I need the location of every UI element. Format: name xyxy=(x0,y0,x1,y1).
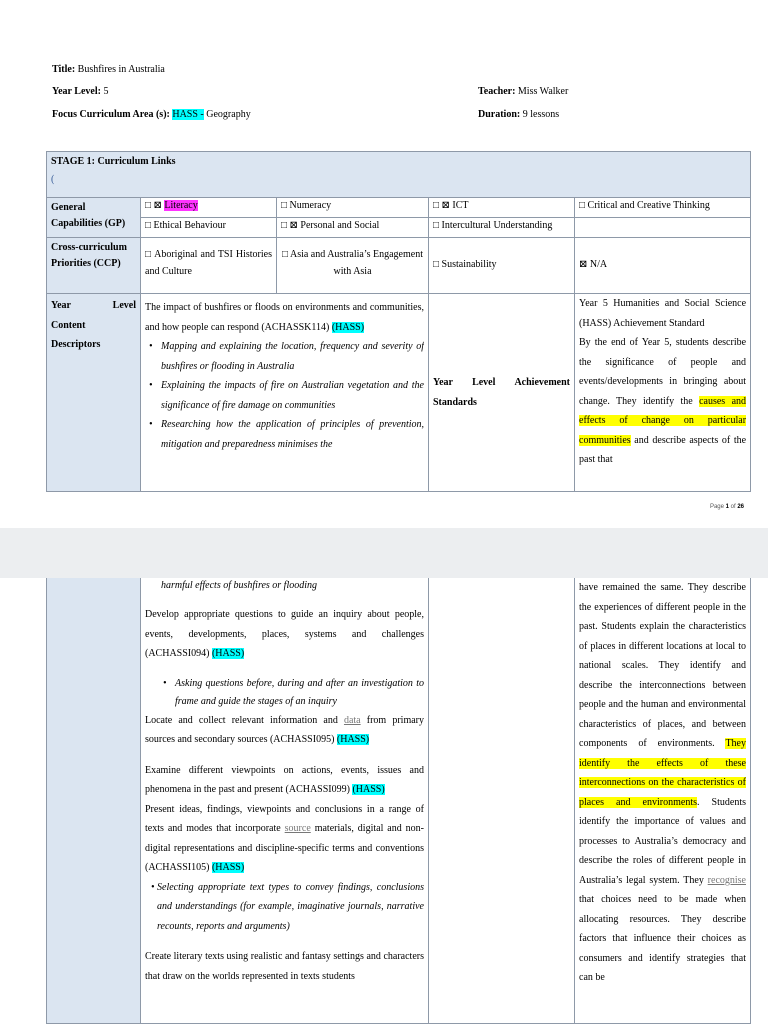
duration-label: Duration: xyxy=(478,109,521,120)
yla-label-continued xyxy=(429,578,575,1024)
page-gap xyxy=(0,528,768,578)
ylcd-bullet: • Researching how the application of principles of prevention, mitigation and preparedness minimises the xyxy=(145,415,424,454)
literary-texts-text: Create literary texts using realistic and fantasy settings and characters that draw on the worlds represented in texts students xyxy=(145,951,424,982)
teacher-label: Teacher: xyxy=(478,86,516,97)
ylcd-hass-tag: (HASS) xyxy=(331,321,365,333)
year-level-label: Year Level: xyxy=(52,86,101,97)
yla-content-continued: have remained the same. They describe the experiences of different people in the past. Students explain the characteristics of places in different locations at local to national scales. They identify and describe the interconnections between people and the human and environmental characteristics of places, and between components of environments. They identify the effects of these interconnections on the characteristics of places and environments. Students identify the importance of values and processes to Australia’s democracy and describe the roles of different people in Australia’s legal system. They recognise that choices need to be made when allocating resources. They describe factors that influence their choices as consumers and identify strategies that can be xyxy=(575,578,751,1024)
hass-tag: (HASS) xyxy=(336,734,370,745)
locate-collect-text: Locate and collect relevant information and data from primary sources and secondary sources (ACHASSI095) (HASS) xyxy=(145,714,424,745)
yla-highlight-continued: They identify the effects of these interconnections on the characteristics of places and environments xyxy=(579,738,746,808)
focus-area-line xyxy=(52,109,251,122)
ccp-sustainability: □ Sustainability xyxy=(429,238,575,294)
present-ideas-text: Present ideas, findings, viewpoints and conclusions in a range of texts and modes that incorporate source materials, digital and non-digital representations and discipline-specific terms and conventions (ACHASSI105) (HASS) xyxy=(145,803,424,873)
recognise-link[interactable]: recognise xyxy=(707,874,746,886)
gc-intercultural: □ Intercultural Understanding xyxy=(429,218,575,238)
hass-tag: (HASS) xyxy=(211,862,245,873)
hass-tag: (HASS) xyxy=(352,784,385,795)
examine-viewpoints-text: Examine different viewpoints on actions, events, issues and phenomena in the past and present (ACHASSI099) (HASS) xyxy=(145,764,424,795)
gc-numeracy: □ Numeracy xyxy=(277,198,429,218)
page-number: Page 1 of 26 xyxy=(709,504,744,510)
title-line xyxy=(52,64,165,77)
questions-bullet-list xyxy=(145,675,424,711)
gc-personal-social: □ ⊠ Personal and Social xyxy=(277,218,429,238)
ylcd-intro: The impact of bushfires or floods on environments and communities, and how people can respond (ACHASSK114) (HASS) xyxy=(145,302,424,333)
gc-ict: □ ⊠ ICT xyxy=(429,198,575,218)
ccp-na: ⊠ N/A xyxy=(575,238,751,294)
title-label: Title: xyxy=(52,64,76,75)
ylcd-label: Year Level Content Descriptors xyxy=(47,294,141,492)
yla-standard-title: Year 5 Humanities and Social Science (HASS) Achievement Standard xyxy=(579,298,747,329)
duration-line xyxy=(478,109,559,122)
ylcd-content xyxy=(141,294,429,492)
ccp-label: Cross-curriculum Priorities (CCP) xyxy=(47,238,141,294)
yla-standard-text: By the end of Year 5, students describe the significance of people and events/developments in bringing about change. They identify the causes and effects of change on particular communities and describe aspects of the past that xyxy=(579,337,747,465)
gc-literacy: □ ⊠ Literacy xyxy=(141,198,277,218)
hass-tag: (HASS) xyxy=(211,648,245,659)
duration-value: 9 lessons xyxy=(522,109,560,120)
focus-hass-highlight: HASS - xyxy=(172,109,204,120)
curriculum-links-table xyxy=(46,151,751,492)
stage-title: STAGE 1: Curriculum Links xyxy=(51,156,176,167)
stage-paren: ( xyxy=(51,173,55,185)
gc-ethical: □ Ethical Behaviour xyxy=(141,218,277,238)
ylcd-content-continued xyxy=(141,578,429,1024)
year-level-value: 5 xyxy=(103,86,109,97)
literacy-highlight: Literacy xyxy=(164,200,198,211)
focus-area-value: Geography xyxy=(203,109,251,120)
teacher-line xyxy=(478,86,568,99)
questions-bullet: • Asking questions before, during and after an investigation to frame and guide the stages of an inquiry xyxy=(159,675,424,711)
yla-label: Year Level Achievement Standards xyxy=(429,294,575,492)
yla-content xyxy=(575,294,751,492)
teacher-value: Miss Walker xyxy=(517,86,569,97)
gc-empty-cell xyxy=(575,218,751,238)
curriculum-links-table-continued xyxy=(46,578,751,1024)
source-link[interactable]: source xyxy=(284,823,311,834)
ccp-aboriginal: □ Aboriginal and TSI Histories and Culture xyxy=(141,238,277,294)
year-level-line xyxy=(52,86,108,99)
ylcd-bullet: • Explaining the impacts of fire on Australian vegetation and the significance of fire damage on communities xyxy=(145,376,424,415)
selecting-bullet-list xyxy=(145,878,424,937)
stage-header-cell xyxy=(47,152,751,198)
ylcd-label-continued xyxy=(47,578,141,1024)
continued-bullet: harmful effects of bushfires or flooding xyxy=(161,580,318,591)
gc-label: General Capabilities (GP) xyxy=(47,198,141,238)
ccp-asia: □ Asia and Australia’s Engagement with Asia xyxy=(277,238,429,294)
ylcd-bullet: • Mapping and explaining the location, frequency and severity of bushfires or flooding in Australia xyxy=(145,337,424,376)
gc-critical-thinking: □ Critical and Creative Thinking xyxy=(575,198,751,218)
selecting-bullet: • Selecting appropriate text types to convey findings, conclusions and understandings (for example, imaginative journals, narrative recounts, reports and arguments) xyxy=(147,878,424,937)
focus-area-label: Focus Curriculum Area (s): xyxy=(52,109,170,120)
develop-questions-text: Develop appropriate questions to guide an inquiry about people, events, developments, places, systems and challenges (ACHASSI094) (HASS) xyxy=(145,609,424,659)
ylcd-bullet-list xyxy=(145,337,424,454)
yla-highlight: causes and effects of change on particular communities xyxy=(579,395,747,446)
data-link[interactable]: data xyxy=(343,714,361,726)
title-value: Bushfires in Australia xyxy=(77,64,165,75)
